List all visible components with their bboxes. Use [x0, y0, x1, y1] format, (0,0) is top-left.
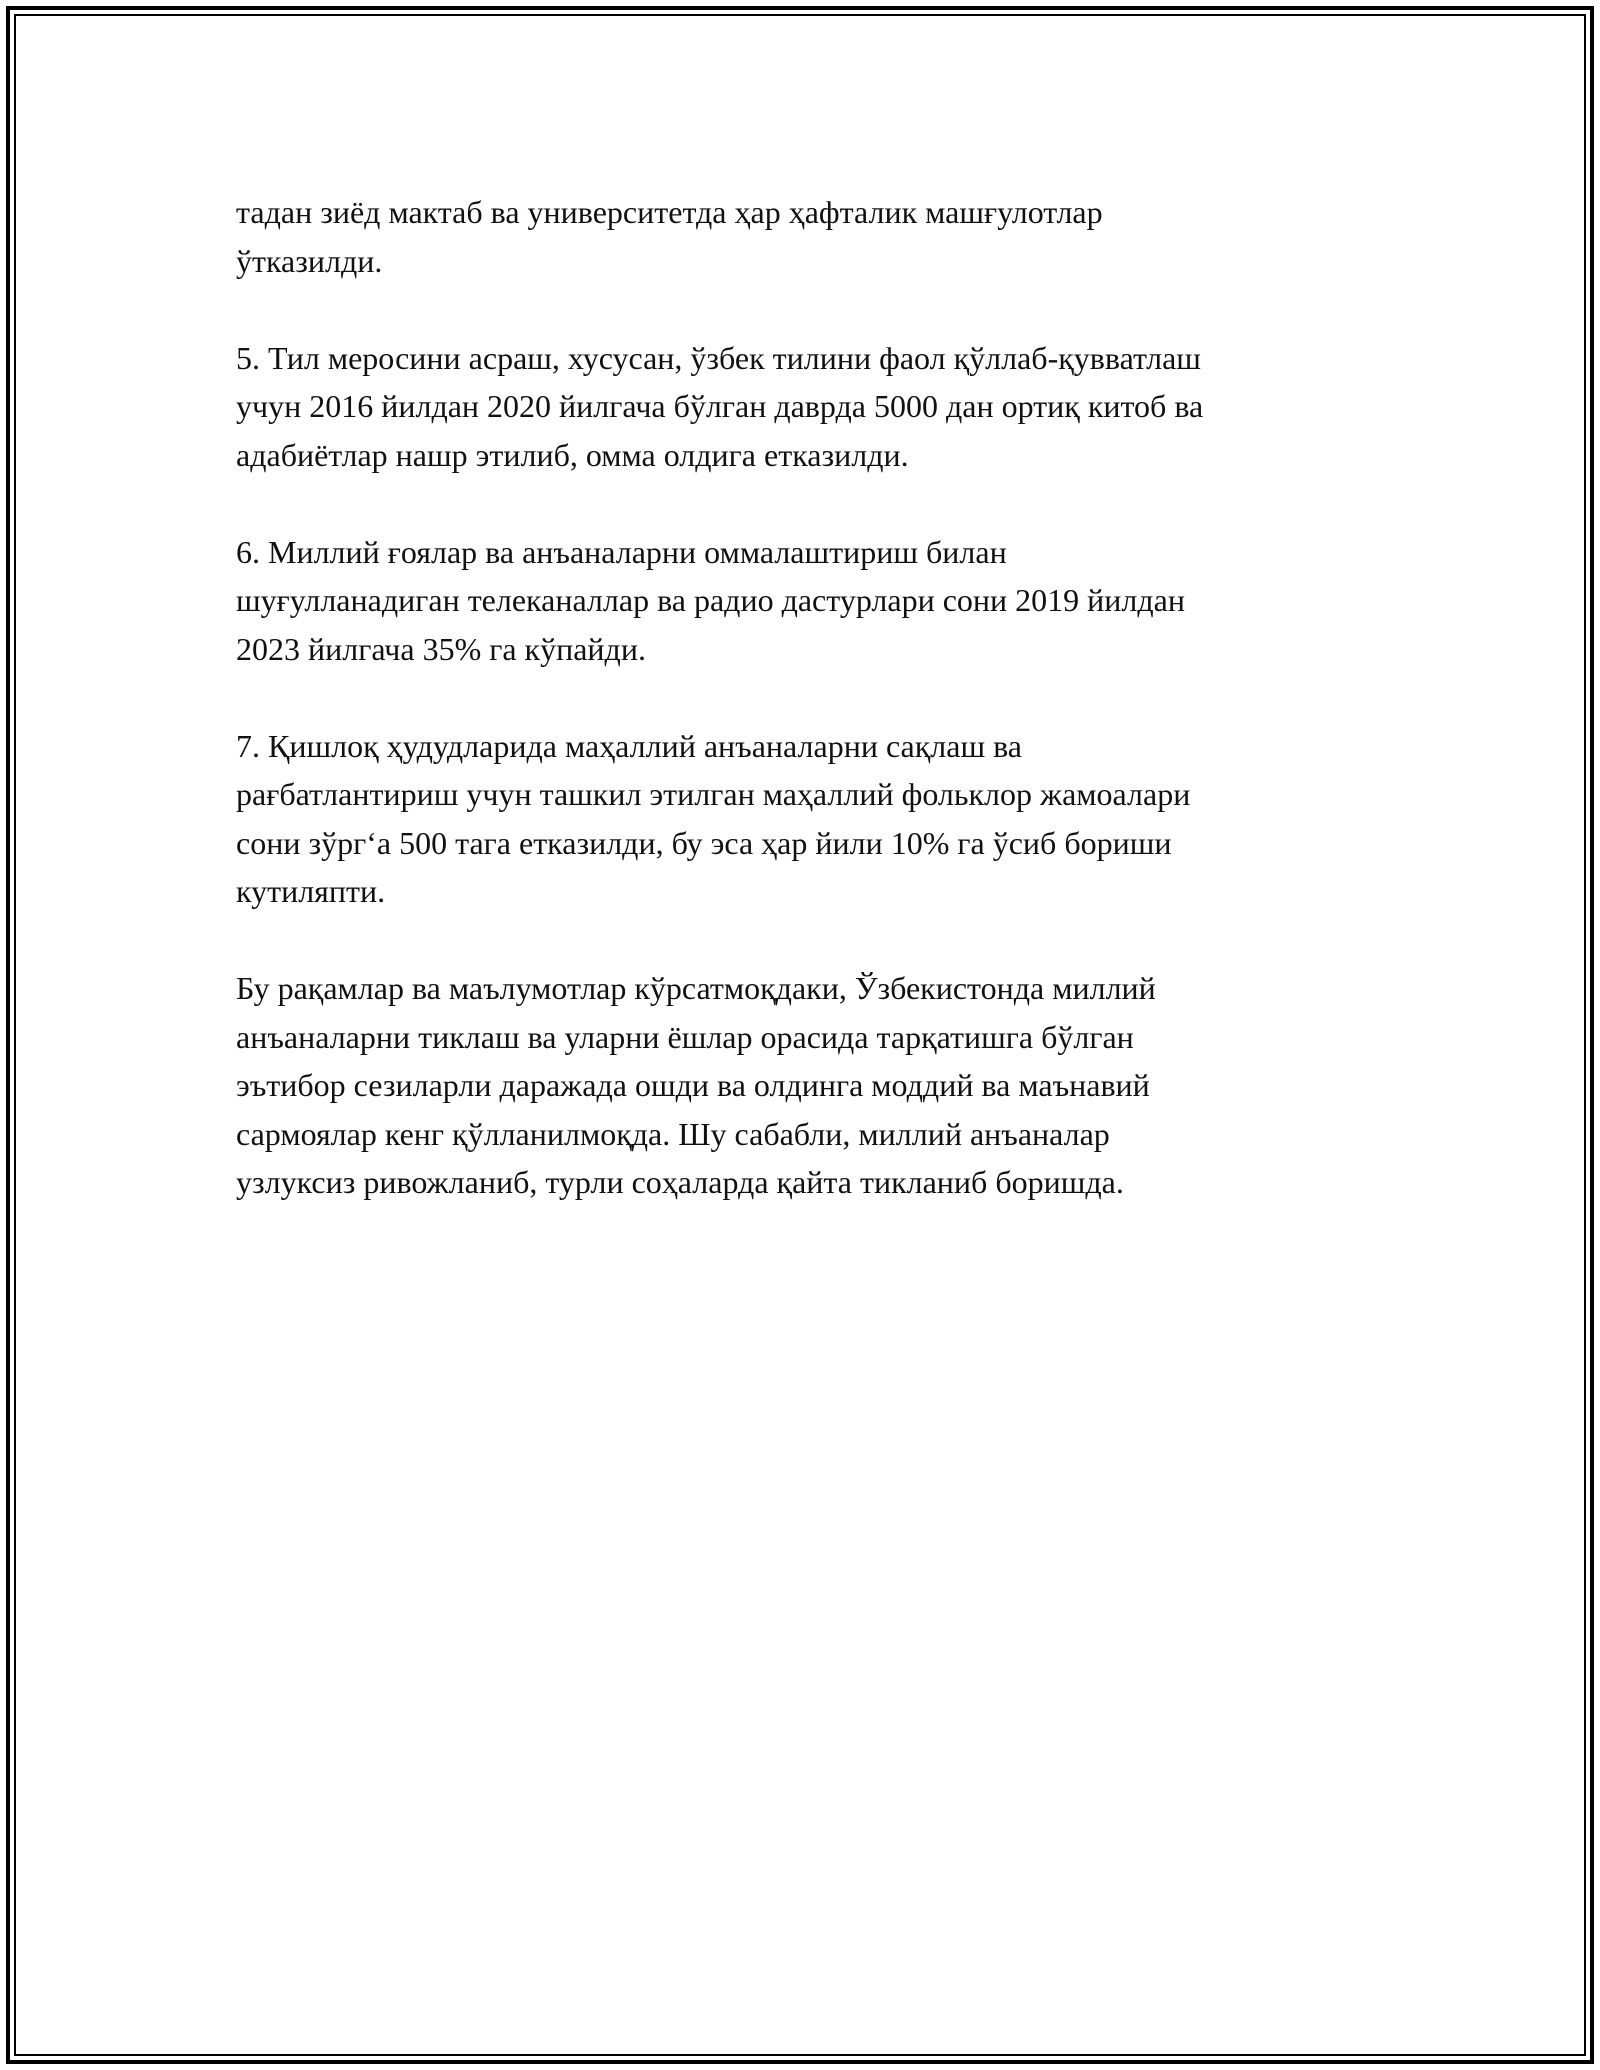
text-line: тадан зиёд мактаб ва университетда ҳар ҳафталик машғулотлар — [236, 194, 1103, 230]
text-line: 5. Тил меросини асраш, хусусан, ўзбек тилини фаол қўллаб-қувватлаш — [236, 339, 1201, 376]
text-line: ўтказилди. — [236, 242, 383, 279]
text-line: шуғулланадиган телеканаллар ва радио дастурлари сони 2019 йилдан — [236, 582, 1185, 618]
text-line: эътибор сезиларли даражада ошди ва олдинга моддий ва маънавий — [236, 1067, 1150, 1103]
text-line: рағбатлантириш учун ташкил этилган маҳаллий фольклор жамоалари — [236, 776, 1191, 812]
text-line: анъаналарни тиклаш ва уларни ёшлар орасида тарқатишга бўлган — [236, 1018, 1134, 1055]
text-line: 2023 йилгача 35% га кўпайди. — [236, 630, 646, 667]
text-line: узлуксиз ривожланиб, турли соҳаларда қайта тикланиб боришда. — [236, 1164, 1124, 1200]
list-item-7 — [236, 722, 1366, 916]
text-line: 7. Қишлоқ ҳудудларида маҳаллий анъаналарни сақлаш ва — [236, 727, 1022, 764]
text-line: сармоялар кенг қўлланилмоқда. Шу сабабли, миллий анъаналар — [236, 1115, 1110, 1152]
text-line: учун 2016 йилдан 2020 йилгача бўлган даврда 5000 дан ортиқ китоб ва — [236, 388, 1204, 424]
text-line: кутиляпти. — [236, 873, 386, 909]
conclusion-paragraph — [236, 964, 1366, 1207]
text-line: сони зўрг‘а 500 тага етказилди, бу эса ҳар йили 10% га ўсиб бориши — [236, 824, 1172, 861]
text-line: адабиётлар нашр этилиб, омма олдига етказилди. — [236, 436, 909, 473]
list-item-5 — [236, 334, 1366, 480]
paragraph-continuation — [236, 188, 1366, 285]
document-body — [236, 188, 1366, 1207]
text-line: 6. Миллий ғоялар ва анъаналарни оммалаштириш билан — [236, 533, 1007, 570]
list-item-6 — [236, 528, 1366, 674]
text-line: Бу рақамлар ва маълумотлар кўрсатмоқдаки, Ўзбекистонда миллий — [236, 970, 1156, 1006]
